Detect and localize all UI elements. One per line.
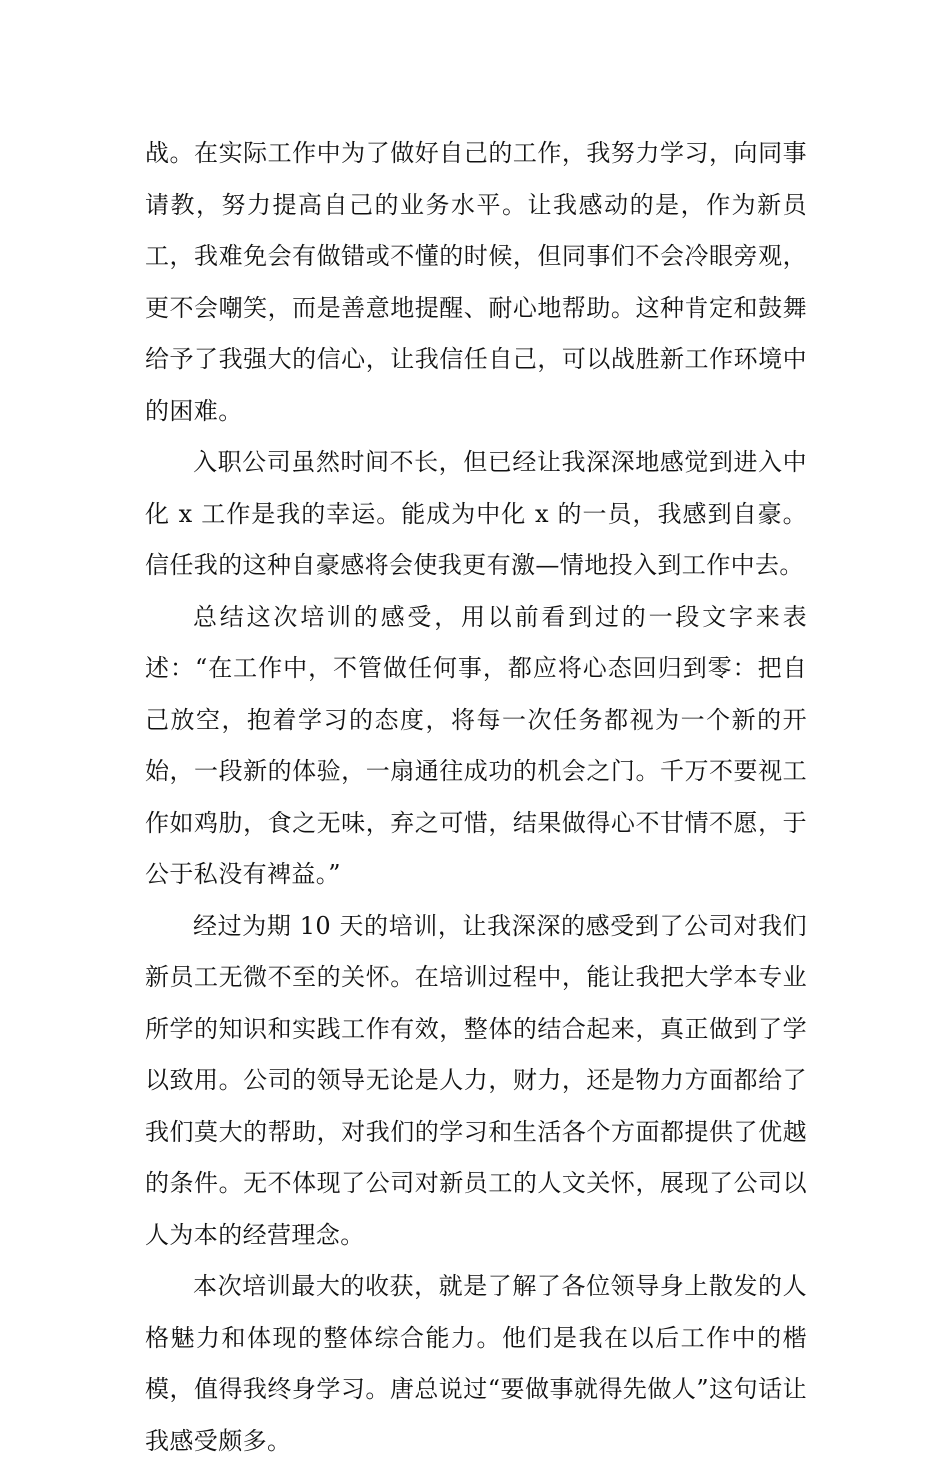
paragraph-2: 入职公司虽然时间不长，但已经让我深深地感觉到进入中化 x 工作是我的幸运。能成为中化 x 的一员，我感到自豪。信任我的这种自豪感将会使我更有激—情地投入到工作中去。 xyxy=(145,448,807,579)
paragraph-1: 战。在实际工作中为了做好自己的工作，我努力学习，向同事请教，努力提高自己的业务水平。让我感动的是，作为新员工，我难免会有做错或不懂的时候，但同事们不会冷眼旁观，更不会嘲笑，而是善意地提醒、耐心地帮助。这种肯定和鼓舞给予了我强大的信心，让我信任自己，可以战胜新工作环境中的困难。 xyxy=(145,139,807,425)
paragraph-4: 经过为期 10 天的培训，让我深深的感受到了公司对我们新员工无微不至的关怀。在培训过程中，能让我把大学本专业所学的知识和实践工作有效，整体的结合起来，真正做到了学以致用。公司的领导无论是人力，财力，还是物力方面都给了我们莫大的帮助，对我们的学习和生活各个方面都提供了优越的条件。无不体现了公司对新员工的人文关怀，展现了公司以人为本的经营理念。 xyxy=(145,911,807,1249)
document-body xyxy=(145,128,807,1467)
paragraph-3: 总结这次培训的感受，用以前看到过的一段文字来表述：“在工作中，不管做任何事，都应将心态回归到零：把自己放空，抱着学习的态度，将每一次任务都视为一个新的开始，一段新的体验，一扇通往成功的机会之门。千万不要视工作如鸡肋，食之无味，弃之可惜，结果做得心不甘情不愿，于公于私没有裨益。” xyxy=(145,602,807,888)
paragraph-5: 本次培训最大的收获，就是了解了各位领导身上散发的人格魅力和体现的整体综合能力。他们是我在以后工作中的楷模，值得我终身学习。唐总说过“要做事就得先做人”这句话让我感受颇多。 xyxy=(145,1272,807,1455)
